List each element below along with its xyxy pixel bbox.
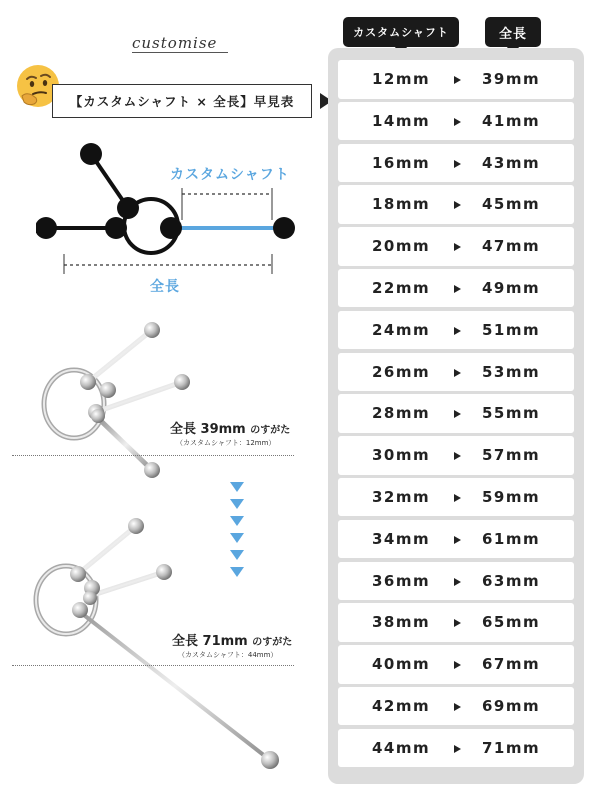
shaft-length-cell: 32mm xyxy=(372,487,431,506)
triangle-right-icon xyxy=(454,76,461,84)
table-row xyxy=(338,478,574,517)
custom-shaft-label: カスタムシャフト xyxy=(170,167,290,183)
shaft-length-cell: 28mm xyxy=(372,404,431,423)
example-2-suffix: のすがた xyxy=(252,637,293,648)
triangle-right-icon xyxy=(454,160,461,168)
full-length-cell: 41mm xyxy=(482,111,541,130)
barbell-39mm-image xyxy=(30,312,210,492)
table-row xyxy=(338,185,574,224)
full-length-cell: 49mm xyxy=(482,278,541,297)
header-tag-custom-shaft: カスタムシャフト xyxy=(343,17,459,47)
triangle-right-icon xyxy=(454,745,461,753)
shaft-length-cell: 38mm xyxy=(372,613,431,632)
full-length-cell: 59mm xyxy=(482,487,541,506)
piercing-diagram xyxy=(36,140,306,280)
shaft-length-cell: 36mm xyxy=(372,571,431,590)
table-row xyxy=(338,562,574,601)
shaft-length-cell: 14mm xyxy=(372,111,431,130)
example-2-caption xyxy=(172,630,292,649)
chart-title-box xyxy=(52,84,312,118)
chart-title: 【カスタムシャフト × 全長】早見表 xyxy=(69,94,295,109)
triangle-right-icon xyxy=(454,494,461,502)
triangle-right-icon xyxy=(454,369,461,377)
triangle-right-icon xyxy=(454,410,461,418)
full-length-cell: 61mm xyxy=(482,529,541,548)
full-length-label: 全長 xyxy=(150,279,180,295)
lookup-table xyxy=(328,48,584,784)
example-1-suffix: のすがた xyxy=(250,425,291,436)
full-length-cell: 71mm xyxy=(482,738,541,757)
table-row xyxy=(338,520,574,559)
shaft-length-cell: 40mm xyxy=(372,655,431,674)
table-row xyxy=(338,311,574,350)
triangle-right-icon xyxy=(454,619,461,627)
table-row xyxy=(338,645,574,684)
brand-underline xyxy=(132,52,228,53)
shaft-length-cell: 16mm xyxy=(372,153,431,172)
full-length-cell: 39mm xyxy=(482,70,541,88)
table-row xyxy=(338,353,574,392)
table-row xyxy=(338,394,574,433)
header-tag-full-length: 全長 xyxy=(485,17,541,47)
example-1-caption xyxy=(170,418,290,437)
full-length-cell: 47mm xyxy=(482,237,541,256)
full-length-cell: 63mm xyxy=(482,571,541,590)
triangle-down-icon xyxy=(230,482,244,492)
example-1-subcaption: （カスタムシャフト：12mm） xyxy=(176,439,276,447)
triangle-right-icon xyxy=(454,327,461,335)
shaft-length-cell: 24mm xyxy=(372,320,431,339)
dotted-divider xyxy=(12,665,294,666)
shaft-length-cell: 34mm xyxy=(372,529,431,548)
table-row xyxy=(338,436,574,475)
full-length-cell: 67mm xyxy=(482,655,541,674)
shaft-length-cell: 44mm xyxy=(372,738,431,757)
triangle-right-icon xyxy=(454,536,461,544)
shaft-length-cell: 42mm xyxy=(372,696,431,715)
table-row xyxy=(338,60,574,99)
table-row xyxy=(338,687,574,726)
full-length-cell: 57mm xyxy=(482,446,541,465)
full-length-cell: 45mm xyxy=(482,195,541,214)
brand-script: customise xyxy=(132,34,218,52)
triangle-right-icon xyxy=(454,243,461,251)
table-rows xyxy=(338,60,574,771)
shaft-length-cell: 18mm xyxy=(372,195,431,214)
example-1-length: 全長 39mm xyxy=(170,422,246,437)
table-row xyxy=(338,102,574,141)
table-row xyxy=(338,729,574,768)
table-row xyxy=(338,269,574,308)
shaft-length-cell: 12mm xyxy=(372,70,431,88)
triangle-right-icon xyxy=(454,452,461,460)
shaft-length-cell: 22mm xyxy=(372,278,431,297)
full-length-cell: 51mm xyxy=(482,320,541,339)
full-length-cell: 69mm xyxy=(482,696,541,715)
triangle-right-icon xyxy=(454,201,461,209)
table-row xyxy=(338,227,574,266)
shaft-length-cell: 30mm xyxy=(372,446,431,465)
shaft-length-cell: 26mm xyxy=(372,362,431,381)
triangle-right-icon xyxy=(454,285,461,293)
example-2-length: 全長 71mm xyxy=(172,634,248,649)
full-length-cell: 55mm xyxy=(482,404,541,423)
triangle-right-icon xyxy=(454,703,461,711)
dotted-divider xyxy=(12,455,294,456)
table-row xyxy=(338,144,574,183)
triangle-right-icon xyxy=(454,578,461,586)
table-row xyxy=(338,603,574,642)
triangle-right-icon xyxy=(454,661,461,669)
example-2-subcaption: （カスタムシャフト：44mm） xyxy=(178,651,278,659)
shaft-length-cell: 20mm xyxy=(372,237,431,256)
full-length-cell: 53mm xyxy=(482,362,541,381)
full-length-cell: 65mm xyxy=(482,613,541,632)
full-length-cell: 43mm xyxy=(482,153,541,172)
triangle-right-icon xyxy=(454,118,461,126)
